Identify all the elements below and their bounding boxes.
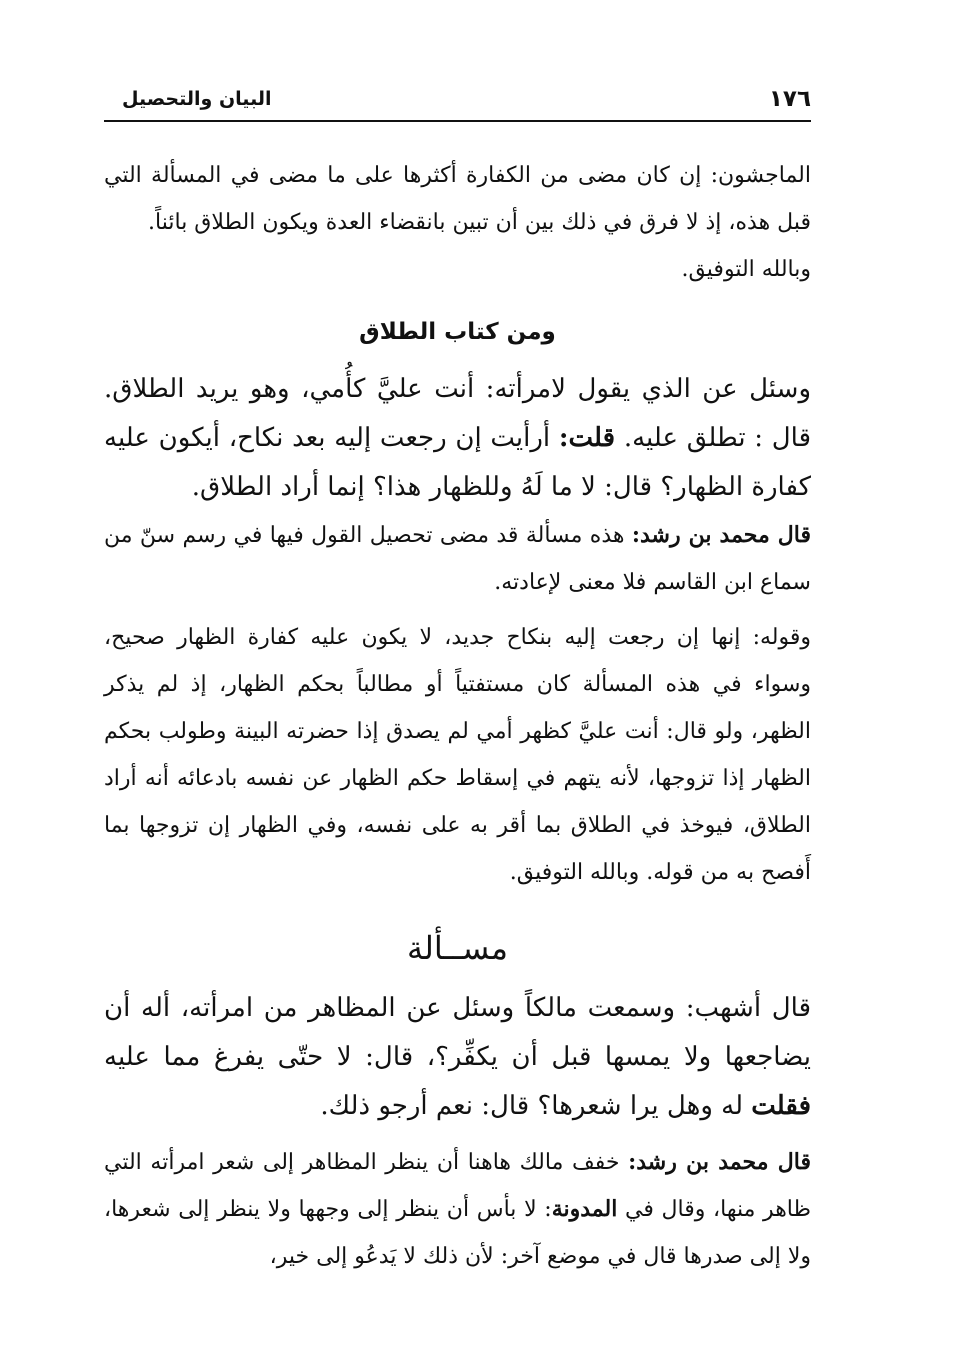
question2-text-part2: له وهل يرا شعرها؟ قال: نعم أرجو ذلك.: [320, 1091, 744, 1121]
question-paragraph-2: [104, 984, 811, 1131]
page-number: ١٧٦: [768, 86, 811, 112]
commentary-paragraph: [104, 512, 811, 606]
page-header: [104, 80, 811, 122]
page-content: [104, 152, 811, 1280]
running-title: البيان والتحصيل: [122, 88, 272, 110]
commentary-text: هذه مسألة قد مضى تحصيل القول فيها في رسم سنّ من سماع ابن القاسم فلا معنى لإعادته.: [104, 523, 811, 595]
section-heading-masala: مســألة: [406, 929, 509, 967]
commentary-speaker: قال محمد بن رشد:: [631, 522, 812, 548]
spacer-2: [104, 1131, 811, 1139]
explanation-paragraph: وقوله: إنها إن رجعت إليه بنكاح جديد، لا يكون عليه كفارة الظهار صحيح، وسواء في هذه المسألة كان مستفتياً أو مطالباً بحكم الظهار، إذ لم يذكر الظهر، ولو قال: أنت عليَّ كظهر أمي لم يصدق إذا حضرته البينة وطولب بحكم الظهار إذا تزوجها، لأنه يتهم في إسقاط حكم الظهار عن نفسه بادعائه أنه أراد الطلاق، فيوخذ في الطلاق بما أقر به على نفسه، وفي الظهار إن تزوجها بما أَفصح به من قوله. وبالله التوفيق.: [104, 625, 811, 885]
question2-text-part1: قال أشهب: وسمعت مالكاً وسئل عن المظاهر من امرأته، أله أن يضاجعها ولا يمسها قبل أن يكفِّر؟، قال: لا حتّى يفرغ مما عليه: [104, 993, 811, 1072]
spacer: [104, 606, 811, 614]
question-paragraph: [104, 365, 811, 512]
mudawwana-term: المدونة: [551, 1196, 618, 1222]
qultu-marker-2: فقلت: [751, 1091, 811, 1121]
commentary2-speaker: قال محمد بن رشد:: [628, 1149, 811, 1175]
qultu-marker: قلت:: [558, 423, 616, 453]
section-heading-talaq: ومن كتاب الطلاق: [359, 319, 556, 345]
commentary2-text-part1: خفف مالك هاهنا أن ينظر المظاهر إلى شعر امرأته التي ظاهر منها، وقال في: [104, 1150, 812, 1222]
commentary-paragraph-2: [104, 1139, 811, 1280]
intro-closing: وبالله التوفيق.: [681, 257, 811, 282]
question-text-part2: أرأيت إن رجعت إليه بعد نكاح، أيكون عليه كفارة الظهار؟ قال: لا ما لَهُ وللظهار هذا؟ إنما أراد الطلاق.: [104, 423, 811, 502]
commentary2-text-part2: : لا بأس أن ينظر إلى وجهها ولا ينظر إلى شعرها، ولا إلى صدرها قال في موضع آخر: لأن ذلك لا يَدعُو إلى خير،: [104, 1197, 811, 1269]
intro-paragraph: الماجشون: إن كان مضى من الكفارة أكثرها على ما مضى في المسألة التي قبل هذه، إذ لا فرق في ذلك بين أن تبين بانقضاء العدة ويكون الطلاق بائناً.: [104, 163, 811, 235]
question-text-part1: وسئل عن الذي يقول لامرأته: أنت عليَّ كأُمي، وهو يريد الطلاق. قال : تطلق عليه.: [104, 374, 812, 453]
